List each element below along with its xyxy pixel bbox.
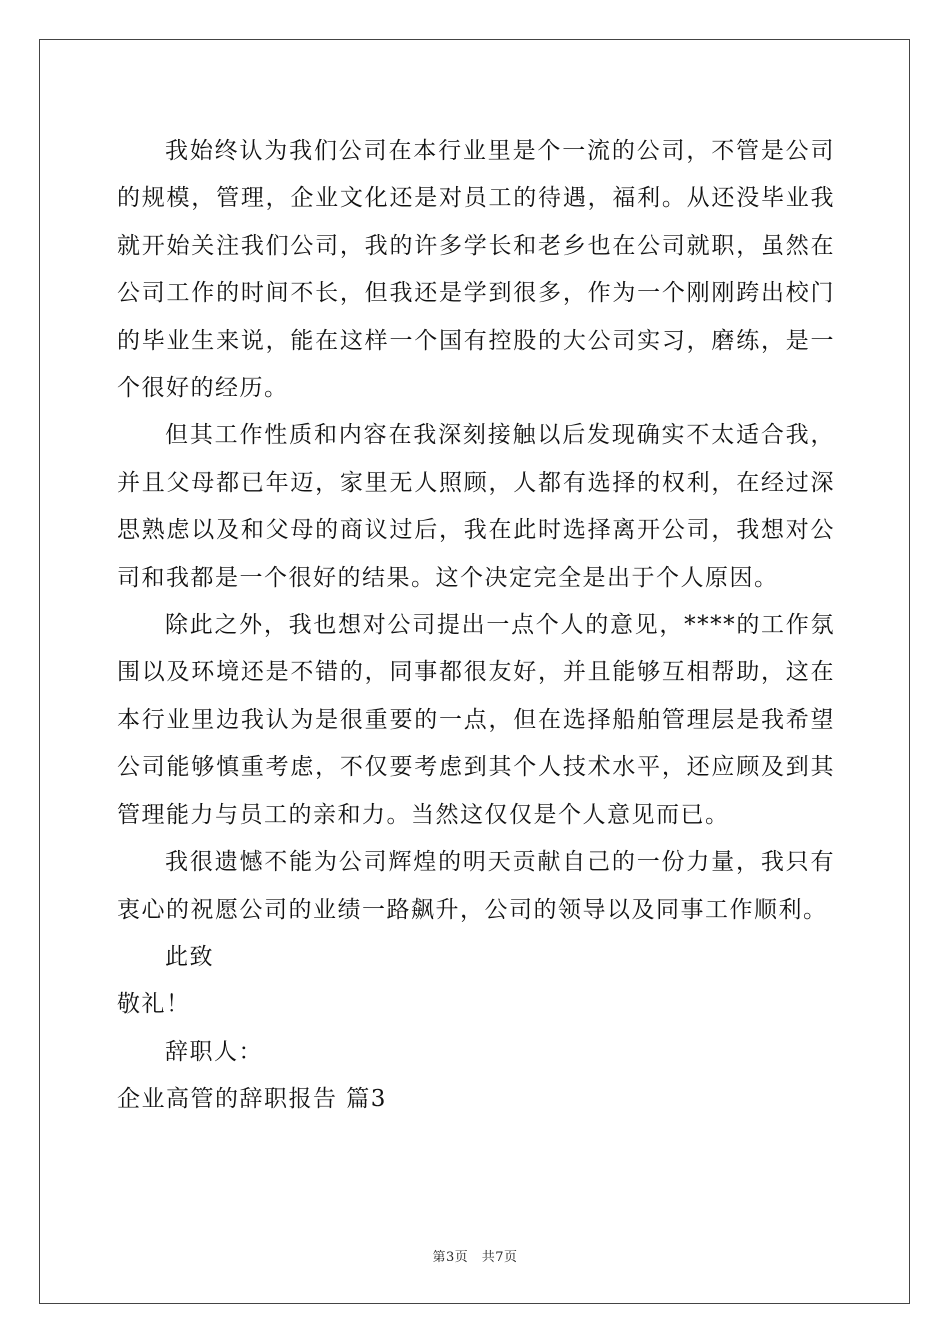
next-section-heading: 企业高管的辞职报告 篇3: [117, 1086, 387, 1113]
paragraph-1: 我始终认为我们公司在本行业里是个一流的公司，不管是公司的规模，管理，企业文化还是对员工的待遇，福利。从还没毕业我就开始关注我们公司，我的许多学长和老乡也在公司就职，虽然在公司工作的时间不长，但我还是学到很多，作为一个刚刚跨出校门的毕业生来说，能在这样一个国有控股的大公司实习，磨练，是一个很好的经历。: [117, 138, 835, 402]
respect-line: 敬礼！: [117, 991, 191, 1018]
paragraph-3: 除此之外，我也想对公司提出一点个人的意见，****的工作氛围以及环境还是不错的，同事都很友好，并且能够互相帮助，这在本行业里边我认为是很重要的一点，但在选择船舶管理层是我希望公司能够慎重考虑，不仅要考虑到其个人技术水平，还应顾及到其管理能力与员工的亲和力。当然这仅仅是个人意见而已。: [117, 612, 835, 828]
signer-line: 辞职人：: [165, 1038, 263, 1065]
page-number-footer: 第3页 共7页: [432, 1250, 518, 1265]
salutation: 此致: [165, 943, 214, 970]
document-body: [117, 128, 835, 1124]
paragraph-2: 但其工作性质和内容在我深刻接触以后发现确实不太适合我，并且父母都已年迈，家里无人照顾，人都有选择的权利，在经过深思熟虑以及和父母的商议过后，我在此时选择离开公司，我想对公司和我都是一个很好的结果。这个决定完全是出于个人原因。: [117, 422, 835, 591]
paragraph-4: 我很遗憾不能为公司辉煌的明天贡献自己的一份力量，我只有衷心的祝愿公司的业绩一路飙升，公司的领导以及同事工作顺利。: [117, 849, 835, 923]
